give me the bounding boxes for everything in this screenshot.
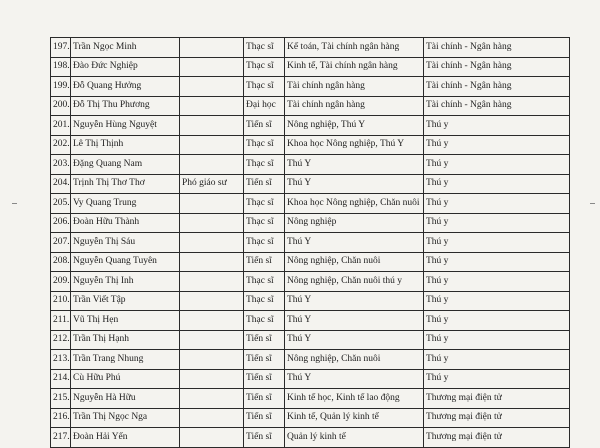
cell-title: [180, 116, 244, 136]
cell-stt: 214.: [51, 369, 71, 389]
cell-title: [180, 135, 244, 155]
cell-stt: 207.: [51, 233, 71, 253]
cell-title: [180, 291, 244, 311]
cell-stt: 202.: [51, 135, 71, 155]
cell-name: Nguyễn Hùng Nguyệt: [71, 116, 180, 136]
cell-group: Tài chính - Ngân hàng: [424, 57, 570, 77]
cell-title: Phó giáo sư: [180, 174, 244, 194]
table-row: [51, 291, 570, 311]
cell-name: Đoàn Hữu Thành: [71, 213, 180, 233]
cell-name: Lê Thị Thịnh: [71, 135, 180, 155]
cell-stt: 216.: [51, 408, 71, 428]
cell-field: Nông nghiệp, Chăn nuôi: [285, 350, 424, 370]
cell-title: [180, 96, 244, 116]
table-row: [51, 233, 570, 253]
table-row: [51, 57, 570, 77]
table-row: [51, 428, 570, 448]
cell-group: Thú y: [424, 116, 570, 136]
cell-title: [180, 155, 244, 175]
cell-group: Thú y: [424, 252, 570, 272]
margin-mark: [590, 203, 595, 204]
cell-field: Nông nghiệp: [285, 213, 424, 233]
cell-name: Đào Đức Nghiệp: [71, 57, 180, 77]
cell-field: Tài chính ngân hàng: [285, 96, 424, 116]
cell-stt: 200.: [51, 96, 71, 116]
cell-name: Trần Ngọc Minh: [71, 38, 180, 58]
cell-title: [180, 369, 244, 389]
table-row: [51, 389, 570, 409]
cell-name: Nguyễn Hà Hữu: [71, 389, 180, 409]
table-row: [51, 213, 570, 233]
cell-title: [180, 252, 244, 272]
cell-group: Thú y: [424, 330, 570, 350]
cell-stt: 201.: [51, 116, 71, 136]
table-row: [51, 194, 570, 214]
cell-degree: Tiến sĩ: [244, 350, 285, 370]
staff-table: [50, 37, 570, 448]
cell-name: Đỗ Quang Hưởng: [71, 77, 180, 97]
cell-stt: 203.: [51, 155, 71, 175]
cell-title: [180, 389, 244, 409]
cell-stt: 197.: [51, 38, 71, 58]
cell-degree: Tiến sĩ: [244, 252, 285, 272]
table-row: [51, 272, 570, 292]
cell-field: Kinh tế, Tài chính ngân hàng: [285, 57, 424, 77]
cell-stt: 204.: [51, 174, 71, 194]
cell-name: Trịnh Thị Thơ Thơ: [71, 174, 180, 194]
cell-name: Vy Quang Trung: [71, 194, 180, 214]
cell-field: Thú Y: [285, 369, 424, 389]
cell-name: Vũ Thị Hẹn: [71, 311, 180, 331]
cell-name: Đoàn Hải Yến: [71, 428, 180, 448]
cell-group: Thương mại điện tử: [424, 389, 570, 409]
cell-title: [180, 330, 244, 350]
table-row: [51, 330, 570, 350]
cell-degree: Thạc sĩ: [244, 194, 285, 214]
cell-degree: Thạc sĩ: [244, 213, 285, 233]
cell-degree: Thạc sĩ: [244, 291, 285, 311]
cell-name: Trần Thị Hạnh: [71, 330, 180, 350]
cell-group: Thú y: [424, 135, 570, 155]
cell-degree: Tiến sĩ: [244, 174, 285, 194]
cell-group: Thú y: [424, 369, 570, 389]
cell-group: Thương mại điện tử: [424, 408, 570, 428]
cell-title: [180, 233, 244, 253]
cell-group: Thương mại điện tử: [424, 428, 570, 448]
cell-degree: Tiến sĩ: [244, 369, 285, 389]
cell-group: Tài chính - Ngân hàng: [424, 38, 570, 58]
cell-field: Tài chính ngân hàng: [285, 77, 424, 97]
cell-title: [180, 77, 244, 97]
cell-stt: 211.: [51, 311, 71, 331]
cell-title: [180, 213, 244, 233]
cell-field: Nông nghiệp, Chăn nuôi: [285, 252, 424, 272]
table-row: [51, 369, 570, 389]
cell-degree: Thạc sĩ: [244, 311, 285, 331]
cell-degree: Đại học: [244, 96, 285, 116]
cell-title: [180, 272, 244, 292]
cell-field: Thú Y: [285, 233, 424, 253]
cell-field: Thú Y: [285, 311, 424, 331]
cell-field: Nông nghiệp, Thú Y: [285, 116, 424, 136]
cell-name: Trần Viết Tập: [71, 291, 180, 311]
cell-field: Thú Y: [285, 330, 424, 350]
cell-group: Thú y: [424, 233, 570, 253]
cell-name: Nguyễn Thị Sáu: [71, 233, 180, 253]
cell-group: Tài chính - Ngân hàng: [424, 77, 570, 97]
cell-degree: Thạc sĩ: [244, 272, 285, 292]
table-row: [51, 38, 570, 58]
cell-stt: 208.: [51, 252, 71, 272]
cell-degree: Thạc sĩ: [244, 57, 285, 77]
cell-group: Thú y: [424, 350, 570, 370]
cell-stt: 210.: [51, 291, 71, 311]
cell-degree: Tiến sĩ: [244, 330, 285, 350]
table-row: [51, 77, 570, 97]
cell-name: Trần Thị Ngọc Nga: [71, 408, 180, 428]
cell-degree: Thạc sĩ: [244, 38, 285, 58]
table-row: [51, 350, 570, 370]
cell-title: [180, 428, 244, 448]
cell-stt: 206.: [51, 213, 71, 233]
cell-stt: 198.: [51, 57, 71, 77]
cell-field: Khoa học Nông nghiệp, Chăn nuôi: [285, 194, 424, 214]
cell-title: [180, 350, 244, 370]
table-row: [51, 174, 570, 194]
cell-degree: Tiến sĩ: [244, 389, 285, 409]
cell-stt: 217.: [51, 428, 71, 448]
cell-degree: Thạc sĩ: [244, 233, 285, 253]
cell-field: Kinh tế học, Kinh tế lao động: [285, 389, 424, 409]
table-row: [51, 408, 570, 428]
cell-name: Nguyễn Thị Inh: [71, 272, 180, 292]
table-row: [51, 116, 570, 136]
cell-group: Thú y: [424, 174, 570, 194]
cell-name: Đặng Quang Nam: [71, 155, 180, 175]
cell-field: Kinh tế, Quản lý kinh tế: [285, 408, 424, 428]
cell-field: Quản lý kinh tế: [285, 428, 424, 448]
cell-field: Thú Y: [285, 155, 424, 175]
cell-stt: 212.: [51, 330, 71, 350]
cell-degree: Tiến sĩ: [244, 116, 285, 136]
cell-name: Trần Trang Nhung: [71, 350, 180, 370]
cell-name: Nguyễn Quang Tuyên: [71, 252, 180, 272]
cell-degree: Thạc sĩ: [244, 77, 285, 97]
cell-group: Thú y: [424, 311, 570, 331]
cell-title: [180, 38, 244, 58]
cell-group: Thú y: [424, 291, 570, 311]
cell-group: Thú y: [424, 155, 570, 175]
cell-group: Thú y: [424, 213, 570, 233]
cell-name: Cù Hữu Phú: [71, 369, 180, 389]
cell-stt: 199.: [51, 77, 71, 97]
cell-title: [180, 194, 244, 214]
cell-title: [180, 408, 244, 428]
cell-degree: Tiến sĩ: [244, 428, 285, 448]
table-row: [51, 135, 570, 155]
table-row: [51, 252, 570, 272]
cell-stt: 209.: [51, 272, 71, 292]
cell-field: Thú Y: [285, 174, 424, 194]
cell-degree: Thạc sĩ: [244, 155, 285, 175]
margin-mark: [12, 203, 17, 204]
cell-title: [180, 311, 244, 331]
cell-stt: 205.: [51, 194, 71, 214]
cell-stt: 215.: [51, 389, 71, 409]
table-row: [51, 155, 570, 175]
cell-group: Thú y: [424, 272, 570, 292]
cell-name: Đỗ Thị Thu Phương: [71, 96, 180, 116]
cell-stt: 213.: [51, 350, 71, 370]
cell-group: Tài chính - Ngân hàng: [424, 96, 570, 116]
cell-field: Kế toán, Tài chính ngân hàng: [285, 38, 424, 58]
cell-field: Khoa học Nông nghiệp, Thú Y: [285, 135, 424, 155]
cell-degree: Thạc sĩ: [244, 135, 285, 155]
cell-field: Thú Y: [285, 291, 424, 311]
table-row: [51, 311, 570, 331]
cell-title: [180, 57, 244, 77]
cell-degree: Tiến sĩ: [244, 408, 285, 428]
table-row: [51, 96, 570, 116]
staff-table-body: [51, 38, 570, 448]
cell-group: Thú y: [424, 194, 570, 214]
cell-field: Nông nghiệp, Chăn nuôi thú y: [285, 272, 424, 292]
